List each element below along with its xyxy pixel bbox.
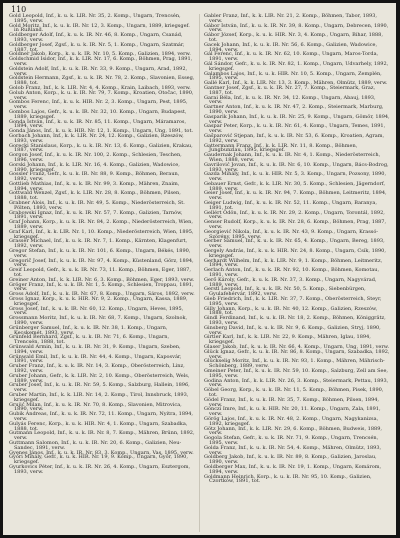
list-item: Grujić Milan, Inf., k. u. k. IR. Nr. 70, 8. Komp., Slavonien, Mitrovica, 1890, verw. <box>9 401 182 413</box>
list-item: Gombos Lajos, Gefr., k. u. k. IR. Nr. 32, 10. Komp., Ungarn, Budapest, 1889, kriegsgef. <box>9 108 187 120</box>
list-item: Gallé Karl, Inf., k. k. LIR. Nr. 13, 3. Komp., Mähren, Olmütz, 1889, verw. <box>204 80 388 87</box>
list-item: Gogola Stefan, Gefr., k. u. k. IR. Nr. 71, 9. Komp., Ungarn, Trencsén, 1895, verw. <box>204 435 379 446</box>
list-item: Gombos Ferenc, Inf., k. u. k. HIR. Nr. 2, 3. Komp., Ungarn, Pest, 1895, verw. <box>9 99 188 111</box>
list-item: Gaudernak Johann, Inf., k. u. k. IR. Nr. 4, 1. Komp., Niederösterreich, Wien, 1888, verw. <box>204 152 381 163</box>
list-item: Gábor József, Korp., k. u. k. HIR. Nr. 3, 4. Komp., Ungarn, Bihar, 1888, tot. <box>204 32 383 43</box>
list-item: Goldberg Jakob, Inf., k. u. k. IR. Nr. 89, 8. Komp., Galizien, Jaroslau, 1890, verw. <box>204 454 377 466</box>
list-item: Gebauer Ernst, Gefr., k. k. LIR. Nr. 30, 5. Komp., Schlesien, Jägerndorf, 1889, verw. <box>204 180 386 192</box>
list-item: Georgiević Nikola, Inf., k. u. k. IR. Nr. 43, 9. Komp., Ungarn, Krassó-Szörény, 1895, verw. <box>204 228 379 240</box>
list-item: Görög Lajos, Inf., k. u. k. IR. Nr. 48, 2. Komp., Ungarn, Nagykanizsa, 1892, kriegsgef. <box>204 415 379 427</box>
list-item: Graf Karl, Inf., k. k. LIR. Nr. 1, 10. Komp., Niederösterreich, Wien, 1895, kriegsgef. <box>9 228 194 240</box>
list-item: Gödel Franz, Inf., k. u. k. IR. Nr. 35, 7. Komp., Böhmen, Pilsen, 1894, verw. <box>204 396 380 408</box>
list-item: Ginsberg David, Inf., k. u. k. IR. Nr. 9, 6. Komp., Galizien, Stryj, 1890, verw. <box>204 324 381 336</box>
list-item: Golub Anton, Korp., k. u. k. IR. Nr. 79, 7. Komp., Kroatien, Otočac, 1890, verw. <box>9 89 194 101</box>
list-item: Gábor István, Inf., k. u. k. IR. Nr. 39, 8. Komp., Ungarn, Debrecen, 1890, verw. <box>204 22 389 34</box>
list-item: Gál Ferenc, Inf., k. u. k. IR. Nr. 62, 10. Komp., Ungarn, Maros-Torda, 1891, verw. <box>204 51 379 63</box>
list-item: Gruber Johann, Gefr., k. k. LIR. Nr. 2, 10. Komp., Oberösterreich, Wels, 1889, verw. <box>9 372 190 384</box>
list-item: Gubik Andreas, Inf., k. u. k. IR. Nr. 72, 11. Komp., Ungarn, Nyitra, 1894, verw. <box>9 411 193 422</box>
list-item: Golob Franz, Inf., k. k. LIR. Nr. 4, 4. Komp., Krain, Laibach, 1893, verw. <box>9 84 191 91</box>
list-item: Grünfeld Bernhard, Zgsf., k. u. k. IR. Nr. 71, 6. Komp., Ungarn, Trencsén, 1888, tot. <box>9 334 170 346</box>
list-item: Gerhardt Wilhelm, Inf., k. k. LIR. Nr. 9, 1. Komp., Böhmen, Leitmeritz, 1894, verw. <box>204 257 383 269</box>
list-item: Gregorič Josef, Inf., k. u. k. IR. Nr. 97, 4. Komp., Küstenland, Görz, 1894, verw. <box>9 257 194 269</box>
list-item: Gregor Stefan, Inf., k. u. k. IR. Nr. 101, 6. Komp., Ungarn, Békés, 1890, verw. <box>9 248 191 259</box>
list-item: Gold Moritz, Inf., k. u. k. IR. Nr. 12, 3. Komp., Ungarn, 1889, kriegsgef. in Rußland. <box>9 22 190 34</box>
list-item: Gartner Anton, Inf., k. u. k. IR. Nr. 47, 2. Komp., Steiermark, Marburg, 1890, verw. <box>204 104 384 115</box>
list-item: Goldstein Adolf, Inf., k. u. k. IR. Nr. 33, 9. Komp., Ungarn, Arad, 1892, verw. <box>9 65 188 77</box>
list-item: Goldschmid Isidor, Inf., k. k. LIR. Nr. 17, 6. Komp., Böhmen, Prag, 1891, verw. <box>9 56 193 67</box>
list-item: Greiner Anton, Inf., k. k. LIR. Nr. 6, 3. Komp., Böhmen, Eger, 1893, verw. <box>9 276 195 283</box>
list-item: Gilly Johann, Korp., k. u. k. IR. Nr. 40, 12. Komp., Galizien, Rzeszów, 1888, tot. <box>204 305 378 317</box>
list-item: Gross Adolf, Inf., k. u. k. IR. Nr. 67, 8. Komp., Ungarn, Sáros, 1892, verw. <box>9 291 195 298</box>
list-item: Goldner Jakob, Korp., k. u. k. IR. Nr. 10, 5. Komp., Galizien, 1894, verw. <box>9 51 191 58</box>
list-item: Gavrilović Jovan, Inf., k. u. k. IR. Nr. 6, 10. Komp., Ungarn, Bács-Bodrog, 1893, verw. <box>204 161 389 173</box>
list-item: Grabowski Ignaz, Inf., k. u. k. IR. Nr. 57, 7. Komp., Galizien, Tarnów, 1891, verw. <box>9 209 183 221</box>
list-item: Grünwald Armin, Inf., k. u. k. IR. Nr. 31, 9. Komp., Ungarn, Szeben, 1894, verw. <box>9 343 181 355</box>
list-item: Gindl Ferdinand, Inf., k. u. k. IR. Nr. 18, 2. Komp., Böhmen, Königgrätz, 1893, verw. <box>204 315 386 326</box>
list-item: Garai Béla, Inf., k. u. k. IR. Nr. 34, 12. Komp., Ungarn, Abauj, 1893, verw. <box>204 94 376 106</box>
list-item: Greif Leopold, Gefr., k. u. k. IR. Nr. 73, 11. Komp., Böhmen, Eger, 1887, tot. <box>9 267 191 279</box>
list-item: Geier Josef, Inf., k. u. k. IR. Nr. 94, 7. Komp., Böhmen, Leitmeritz, 1894, verw. <box>204 190 387 202</box>
right-column <box>204 14 390 484</box>
column-divider <box>199 14 200 532</box>
list-item: Gerstl Leopold, Inf., k. u. k. IR. Nr. 50, 5. Komp., Siebenbürgen, Gyulafehérvár, 1892, verw. <box>204 286 366 298</box>
left-column <box>9 14 195 475</box>
list-item: Gross Ignaz, Korp., k. u. k. HIR. Nr. 9, 2. Komp., Ungarn, Kassa, 1889, kriegsgef. <box>9 296 188 307</box>
list-item: Goldmann Heinrich, Korp., k. u. k. IR. Nr. 95, 10. Komp., Galizien, Czortków, 1891, tot. <box>204 473 372 485</box>
list-item: Gottwald Wenzel, Zgsf., k. k. LIR. Nr. 28, 8. Komp., Böhmen, Pilsen, 1888, tot. <box>9 190 181 202</box>
list-item: Grossmann Moritz, Inf., k. u. k. IR. Nr. 68, 7. Komp., Ungarn, Szolnok, 1890, verw. <box>9 315 188 326</box>
list-item: Gruber Martin, Inf., k. k. LIR. Nr. 14, 2. Komp., Tirol, Innsbruck, 1893, kriegsgef. <box>9 391 189 403</box>
list-item: Gál Sándor, Gefr., k. u. k. IR. Nr. 82, 1. Komp., Ungarn, Udvarhely, 1892, kriegsgef. <box>204 60 389 72</box>
list-item: Győri Mihály, Gefr., k. u. k. HIR. Nr. 19, 9. Komp., Ungarn, Győr, 1890, kriegsgef. <box>9 454 188 466</box>
list-item: Glaser Jakob, Inf., k. u. k. IR. Nr. 66, 4. Komp., Ungarn, Ung, 1891, verw. <box>204 343 390 350</box>
list-item: Gulyás Ferenc, Korp., k. u. k. HIR. Nr. 4, 1. Komp., Ungarn, Szabadka, 1888, tot. <box>9 420 188 432</box>
list-item: Gacek Johann, Inf., k. u. k. IR. Nr. 56, 6. Komp., Galizien, Wadowice, 1894, verw. <box>204 41 378 53</box>
list-item: Gantner Josef, Zgsf., k. u. k. IR. Nr. 27, 7. Komp., Steiermark, Graz, 1887, tot. <box>204 84 376 96</box>
list-item: Gonda János, Inf., k. u. k. HIR. Nr. 12, 1. Komp., Ungarn, Ung, 1891, tot. <box>9 128 194 135</box>
list-item: Gyenes János, Inf., k. u. k. IR. Nr. 83, 3. Komp., Ungarn, Vas, 1895, verw. <box>9 449 194 456</box>
list-item: Gerber Samuel, Inf., k. u. k. IR. Nr. 65, 4. Komp., Ungarn, Bereg, 1893, verw. <box>204 238 385 250</box>
list-item: Grabner Alois, Inf., k. u. k. IR. Nr. 49, 5. Komp., Niederösterreich, St. Pölten, 1893, verw. <box>9 200 185 211</box>
list-item: Gonda István, Inf., k. u. k. IR. Nr. 85, 11. Komp., Ungarn, Máramaros, 1894, verw. <box>9 118 187 130</box>
list-item: Gottlieb Mathias, Inf., k. u. k. IR. Nr. 99, 3. Komp., Mähren, Znaim, 1894, verw. <box>9 180 180 192</box>
list-item: Gellért Ödön, Inf., k. u. k. IR. Nr. 29, 2. Komp., Ungarn, Torontál, 1892, verw. <box>204 209 385 221</box>
list-item: Grünberger Samuel, Inf., k. u. k. IR. Nr. 38, 1. Komp., Ungarn, Kecskemét, 1893, verw. <box>9 324 168 336</box>
list-item: Gorgon Josef, Inf., k. u. k. IR. Nr. 100, 2. Komp., Schlesien, Teschen, 1896, verw. <box>9 152 182 163</box>
list-item: Götz Johann, Inf., k. k. LIR. Nr. 29, 6. Komp., Böhmen, Budweis, 1889, verw. <box>204 425 382 437</box>
list-item: Gaspar Peter, Korp., k. u. k. IR. Nr. 61, 4. Komp., Ungarn, Temes, 1891, verw. <box>204 123 386 135</box>
list-item: Gazda Mihály, Inf., k. u. k. HIR. Nr. 5, 3. Komp., Ungarn, Pozsony, 1890, verw. <box>204 171 387 183</box>
list-item: Girtler Karl, Inf., k. k. LIR. Nr. 22, 9. Komp., Mähren, Iglau, 1894, kriegsgef. <box>204 334 371 346</box>
list-item: Göbel Georg, Korp., k. u. k. IR. Nr. 11, 5. Komp., Böhmen, Pisek, 1890, tot. <box>204 387 384 398</box>
list-item: Guttmann Salomon, Inf., k. u. k. IR. Nr. 20, 6. Komp., Galizien, Neu-Sandec, 1891, verw. <box>9 439 182 451</box>
list-item: Gorski Johann, Inf., k. k. LIR. Nr. 16, 4. Komp., Galizien, Wadowice, 1890, kriegsgef. <box>9 161 180 173</box>
list-item: Gmeiner Peter, Inf., k. u. k. IR. Nr. 59, 10. Komp., Salzburg, Zell am See, 1895, verw. <box>204 367 389 379</box>
list-item: Glück Ignaz, Gefr., k. u. k. IR. Nr. 86, 8. Komp., Ungarn, Szabadka, 1892, verw. <box>204 348 390 360</box>
document-page <box>3 3 396 535</box>
list-item: Gerlach Anton, Inf., k. u. k. IR. Nr. 92, 10. Komp., Böhmen, Komotau, 1891, verw. <box>204 267 380 279</box>
list-item: Genser Rudolf, Korp., k. u. k. IR. Nr. 28, 6. Komp., Böhmen, Prag, 1887, verw. <box>204 219 387 231</box>
list-item: Goldberger Max, Inf., k. u. k. IR. Nr. 19, 1. Komp., Ungarn, Komárom, 1894, verw. <box>204 463 382 475</box>
list-item: Glückselig Moritz, Inf., k. u. k. IR. Nr. 93, 1. Komp., Mähren, Mährisch-Schönberg, 1889, verw. <box>204 358 385 370</box>
list-item: Gieb Friedrich, Inf., k. k. LIR. Nr. 37, 7. Komp., Oberösterreich, Steyr, 1895, verw. <box>204 296 382 307</box>
list-item: Gruber Franz, Inf., k. u. k. IR. Nr. 14, 3. Komp., Oberösterreich, Linz, 1892, verw. <box>9 363 185 374</box>
list-item: Gruber Josef, Inf., k. u. k. IR. Nr. 59, 5. Komp., Salzburg, Hallein, 1896, verw. <box>9 382 190 394</box>
list-item: Grünwald Emil, Inf., k. u. k. IR. Nr. 44, 4. Komp., Ungarn, Kaposvár, 1891, verw. <box>9 353 182 365</box>
list-item: Gergely András, Inf., k. u. k. HIR. Nr. 24, 8. Komp., Ungarn, Csík, 1890, kriegsgef. <box>204 248 386 259</box>
list-item: Goldberger Josef, Zgsf., k. u. k. IR. Nr. 5, 1. Komp., Ungarn, Szatmár, 1887, tot. <box>9 41 185 53</box>
list-item: Grasser Michael, Inf., k. u. k. IR. Nr. 7, 1. Komp., Kärnten, Klagenfurt, 1892, verw. <box>9 238 188 250</box>
list-item: Gašparović Stjepan, Inf., k. u. k. IR. Nr. 53, 6. Komp., Kroatien, Agram, 1892, verw. <box>204 132 385 144</box>
list-item: Gattermann Franz, Inf., k. k. LIR. Nr. 11, 8. Komp., Böhmen, Jungbunzlau, 1895, kriegsgef. <box>204 142 358 154</box>
list-item: Gabler Franz, Inf., k. k. LIR. Nr. 21, 2. Komp., Böhmen, Tabor, 1893, verw. <box>204 13 377 24</box>
list-item: Godina Anton, Inf., k. k. LIR. Nr. 26, 3. Komp., Steiermark, Pettau, 1893, verw. <box>204 377 389 389</box>
list-item: Goldstein Hermann, Zgsf., k. u. k. IR. Nr. 78, 2. Komp., Slavonien, Esseg, 1888, tot. <box>9 75 195 87</box>
list-item: Gross Josef, Inf., k. u. k. IR. Nr. 60, 12. Komp., Ungarn, Heves, 1895, verw. <box>9 305 184 317</box>
list-item: Gorecki Stanislaus, Korp., k. u. k. IR. Nr. 13, 6. Komp., Galizien, Krakau, 1887, verw. <box>9 142 193 154</box>
list-item: Gorbach Johann, Inf., k. k. LIR. Nr. 24, 12. Komp., Galizien, Rzeszów, 1893, verw. <box>9 132 184 144</box>
list-item: Gasparik Johann, Inf., k. u. k. IR. Nr. 25, 9. Komp., Ungarn, Gömör, 1894, verw. <box>204 113 390 125</box>
list-item: Gönczi Imre, Inf., k. u. k. HIR. Nr. 20, 11. Komp., Ungarn, Zala, 1891, verw. <box>204 406 381 418</box>
list-item: Graf Johann, Korp., k. u. k. IR. Nr. 84, 2. Komp., Niederösterreich, Wien, 1889, verw. <box>9 219 193 231</box>
list-item: Goldberger Adolf, Inf., k. u. k. IR. Nr. 46, 8. Komp., Ungarn, Csanád, 1893, verw. <box>9 32 183 43</box>
list-item: Galambos Lajos, Inf., k. u. k. HIR. Nr. 10, 5. Komp., Ungarn, Zemplén, 1895, verw. <box>204 70 382 82</box>
list-item: Gyurkovics Péter, Inf., k. u. k. IR. Nr. 26, 4. Komp., Ungarn, Esztergom, 1893, verw. <box>9 463 191 475</box>
page-number: 110 <box>11 5 27 14</box>
list-item: Gossler Franz, Gefr., k. u. k. IR. Nr. 88, 9. Komp., Böhmen, Beraun, 1892, verw. <box>9 171 180 183</box>
list-item: Gold Leopold, Inf., k. u. k. LIR. Nr. 35, 2. Komp., Ungarn, Trencsén, 1895, verw. <box>9 13 181 24</box>
list-item: Gutmann Leopold, Inf., k. u. k. IR. Nr. 8, 7. Komp., Mähren, Brünn, 1892, verw. <box>9 430 195 442</box>
list-item: Geiger Ludwig, Inf., k. u. k. IR. Nr. 52, 11. Komp., Ungarn, Baranya, 1891, tot. <box>204 200 377 211</box>
list-item: Gerő Károly, Gefr., k. u. k. IR. Nr. 37, 3. Komp., Ungarn, Nagyvárad, 1889, verw. <box>204 276 377 288</box>
list-item: Golda Franz, Inf., k. u. k. IR. Nr. 54, 4. Komp., Mähren, Olmütz, 1893, verw. <box>204 444 382 456</box>
list-item: Gröger Franz, Inf., k. u. k. IR. Nr. 1, 5. Komp., Schlesien, Troppau, 1891, verw. <box>9 281 194 293</box>
